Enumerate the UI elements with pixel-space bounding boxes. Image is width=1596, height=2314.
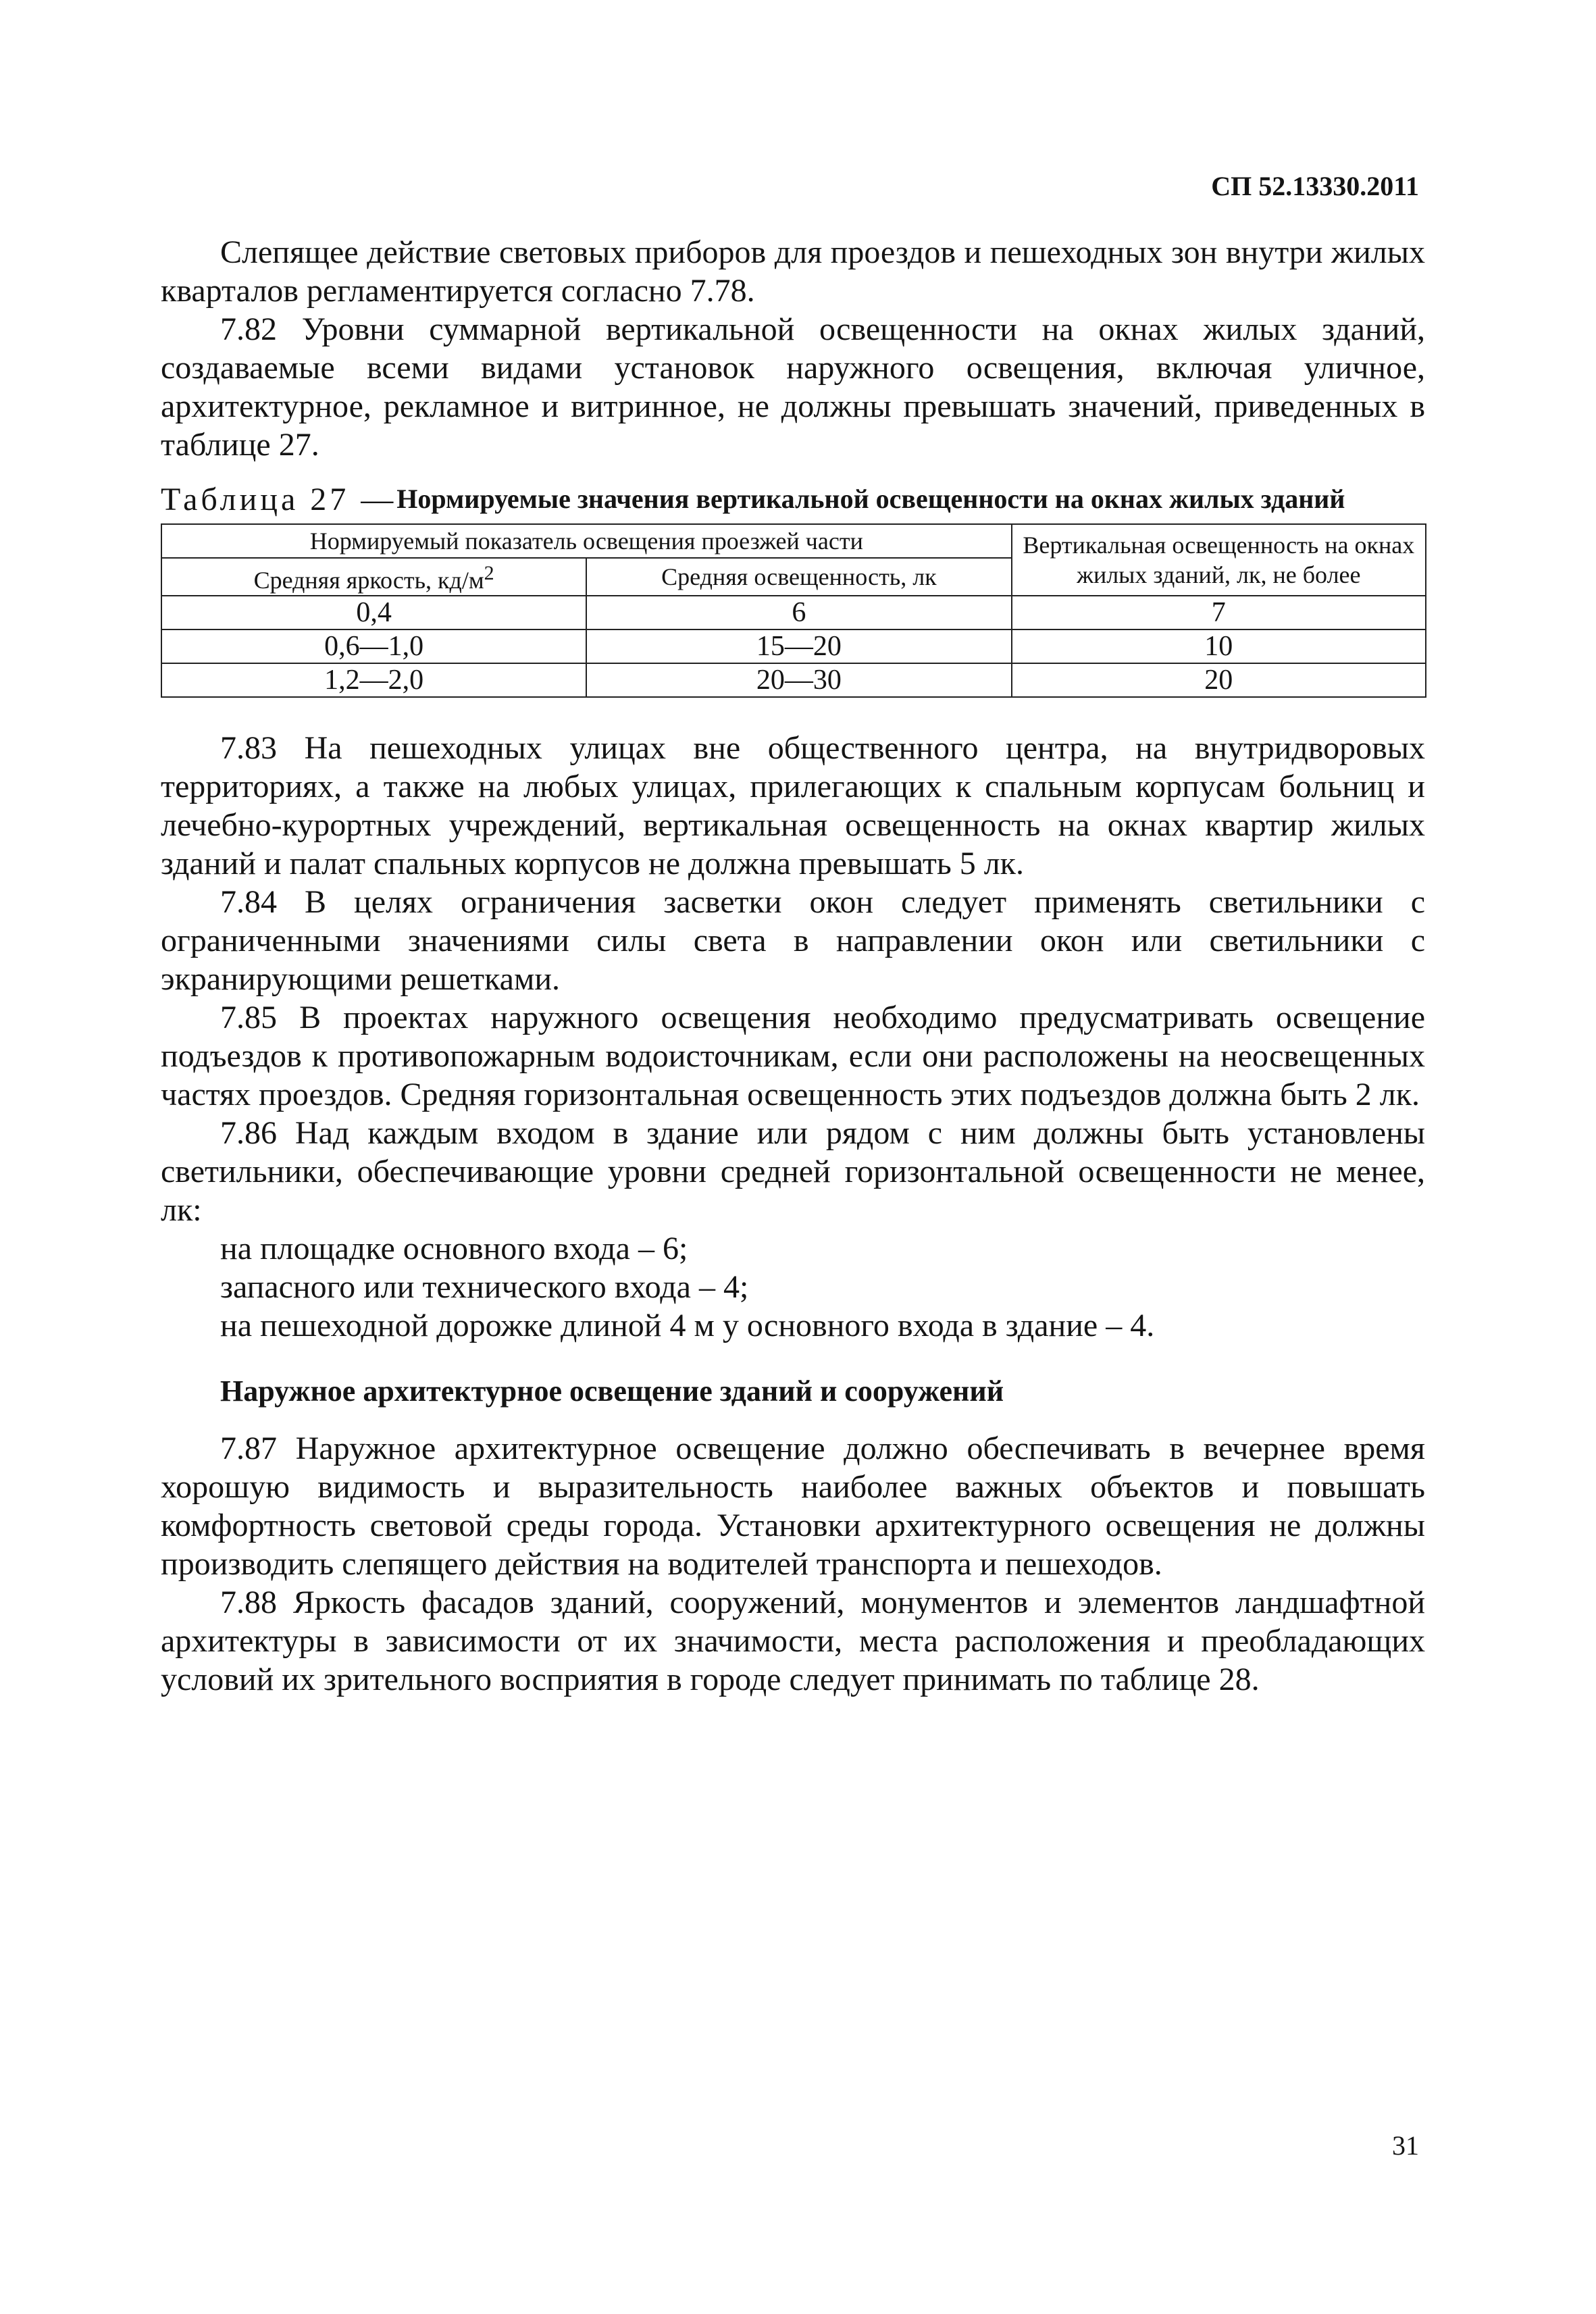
table-cell-brightness: 0,4 xyxy=(161,596,586,629)
paragraph-7-85: 7.85 В проектах наружного освещения необходимо предусматривать освещение подъездов к противопожарным водоисточникам, если они расположены на неосвещенных частях проездов. Средняя горизонтальная освещенность этих подъездов должна быть 2 лк. xyxy=(161,1000,1425,1112)
table-27 xyxy=(161,523,1426,698)
table-cell-brightness: 0,6—1,0 xyxy=(161,629,586,663)
paragraph-7-83: 7.83 На пешеходных улицах вне общественного центра, на внутридворовых территориях, а также на любых улицах, прилегающих к спальным корпусам больниц и лечебно-курортных учреждений, вертикальная освещенность на окнах квартир жилых зданий и палат спальных корпусов не должна превышать 5 лк. xyxy=(161,730,1425,881)
section-heading: Наружное архитектурное освещение зданий и сооружений xyxy=(220,1374,1004,1408)
paragraph-7-86: 7.86 Над каждым входом в здание или рядом с ним должны быть установлены светильники, обеспечивающие уровни средней горизонтальной освещенности не менее, лк: xyxy=(161,1115,1425,1228)
table-row xyxy=(161,663,1426,697)
list-item: запасного или технического входа – 4; xyxy=(220,1269,749,1305)
table-cell-illuminance: 15—20 xyxy=(586,629,1011,663)
page-number: 31 xyxy=(1392,2130,1419,2161)
table-group-header: Нормируемый показатель освещения проезжей части xyxy=(161,524,1012,558)
table-col-brightness xyxy=(161,558,586,596)
table-col-brightness-text: Средняя яркость, кд/м xyxy=(253,567,484,594)
table-27-title: Нормируемые значения вертикальной освещенности на окнах жилых зданий xyxy=(396,484,1345,514)
table-cell-vertical: 10 xyxy=(1012,629,1426,663)
paragraph-7-88: 7.88 Яркость фасадов зданий, сооружений, монументов и элементов ландшафтной архитектуры в зависимости от их значимости, места расположения и преобладающих условий их зрительного восприятия в городе следует принимать по таблице 28. xyxy=(161,1585,1425,1697)
table-col-vertical: Вертикальная освещенность на окнах жилых зданий, лк, не более xyxy=(1012,524,1426,596)
table-cell-brightness: 1,2—2,0 xyxy=(161,663,586,697)
table-cell-vertical: 20 xyxy=(1012,663,1426,697)
table-row xyxy=(161,596,1426,629)
table-header-row xyxy=(161,524,1426,558)
paragraph-7-84: 7.84 В целях ограничения засветки окон следует применять светильники с ограниченными значениями силы света в направлении окон или светильники с экранирующими решетками. xyxy=(161,884,1425,997)
list-item: на пешеходной дорожке длиной 4 м у основного входа в здание – 4. xyxy=(220,1308,1155,1343)
table-27-caption xyxy=(161,484,1425,515)
table-row xyxy=(161,629,1426,663)
page-content xyxy=(161,233,1425,1699)
table-27-label: Таблица 27 — xyxy=(161,482,397,517)
table-cell-illuminance: 6 xyxy=(586,596,1011,629)
list-item: на площадке основного входа – 6; xyxy=(220,1231,688,1266)
table-cell-vertical: 7 xyxy=(1012,596,1426,629)
table-col-brightness-sup: 2 xyxy=(484,562,494,584)
paragraph-glare-intro: Слепящее действие световых приборов для проездов и пешеходных зон внутри жилых кварталов регламентируется согласно 7.78. xyxy=(161,234,1425,309)
paragraph-7-82: 7.82 Уровни суммарной вертикальной освещенности на окнах жилых зданий, создаваемые всеми видами установок наружного освещения, включая уличное, архитектурное, рекламное и витринное, не должны превышать значений, приведенных в таблице 27. xyxy=(161,311,1425,463)
paragraph-7-87: 7.87 Наружное архитектурное освещение должно обеспечивать в вечернее время хорошую видимость и выразительность наиболее важных объектов и повышать комфортность световой среды города. Установки архитектурного освещения не должны производить слепящего действия на водителей транспорта и пешеходов. xyxy=(161,1431,1425,1582)
table-col-illuminance: Средняя освещенность, лк xyxy=(586,558,1011,596)
table-cell-illuminance: 20—30 xyxy=(586,663,1011,697)
document-code: СП 52.13330.2011 xyxy=(1211,171,1419,201)
